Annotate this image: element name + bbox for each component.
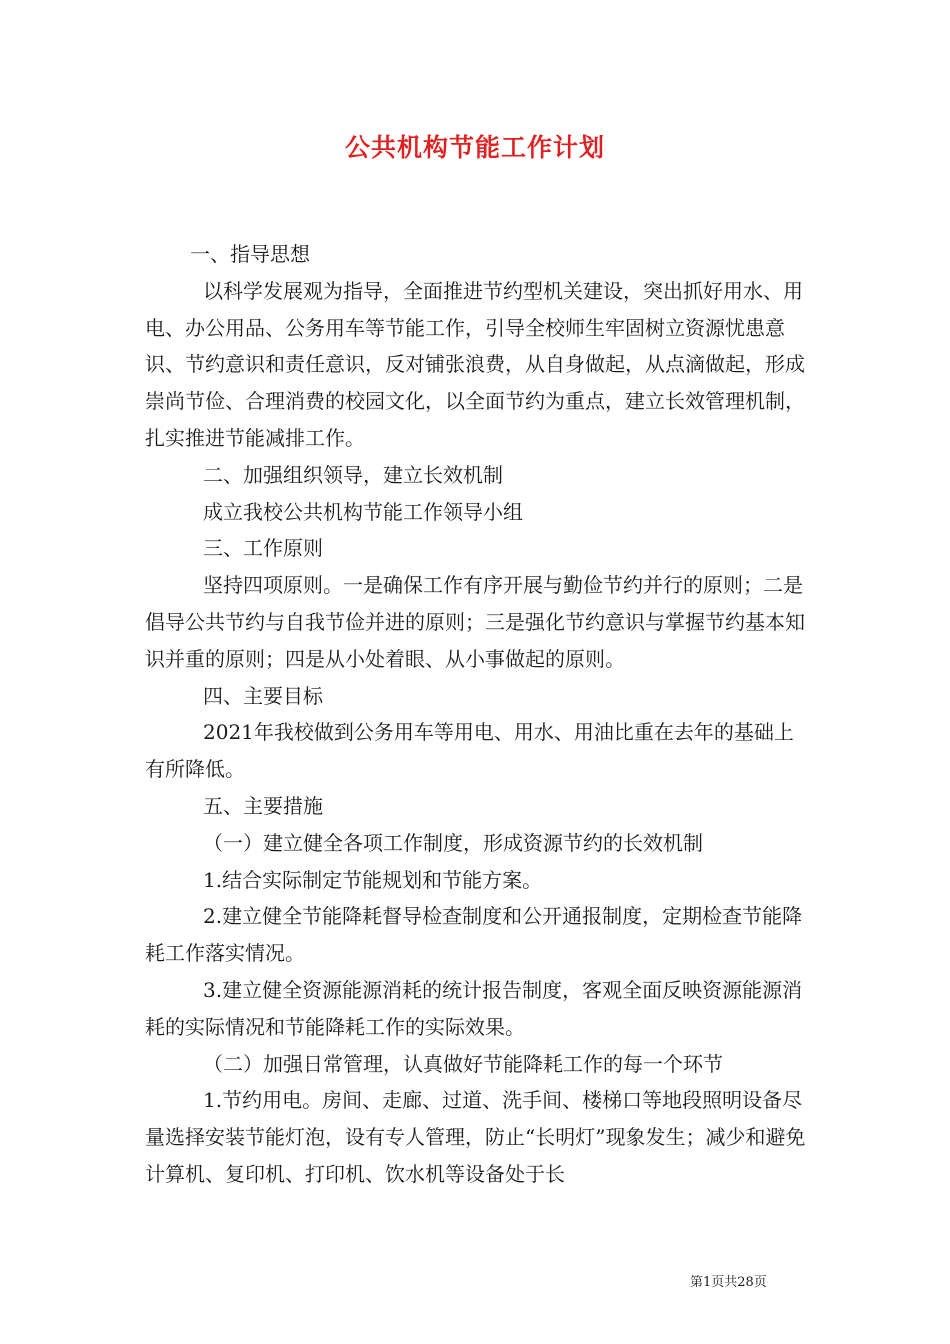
paragraph: 三、工作原则 — [203, 536, 323, 561]
paragraph: 坚持四项原则。一是确保工作有序开展与勤俭节约并行的原则；二是倡导公共节约与自我节俭并进的原则；三是强化节约意识与掌握节约基本知识并重的原则；四是从小处着眼、从小事做起的原则。 — [145, 573, 805, 671]
paragraph: 2.建立健全节能降耗督导检查制度和公开通报制度，定期检查节能降耗工作落实情况。 — [145, 904, 803, 966]
paragraph: 3.建立健全资源能源消耗的统计报告制度，客观全面反映资源能源消耗的实际情况和节能降耗工作的实际效果。 — [145, 977, 803, 1039]
paragraph: 2021年我校做到公务用车等用电、用水、用油比重在去年的基础上有所降低。 — [145, 720, 794, 782]
document-title: 公共机构节能工作计划 — [344, 133, 605, 162]
paragraph: 四、主要目标 — [203, 683, 323, 708]
paragraph: （二）加强日常管理，认真做好节能降耗工作的每一个环节 — [203, 1051, 723, 1076]
paragraph: 五、主要措施 — [203, 793, 323, 818]
paragraph: 二、加强组织领导，建立长效机制 — [203, 462, 503, 487]
document-body — [145, 236, 810, 1193]
paragraph: （一）建立健全各项工作制度，形成资源节约的长效机制 — [203, 830, 703, 855]
paragraph: 1.节约用电。房间、走廊、过道、洗手间、楼梯口等地段照明设备尽量选择安装节能灯泡，设有专人管理，防止“长明灯”现象发生；减少和避免计算机、复印机、打印机、饮水机等设备处于长 — [145, 1088, 806, 1186]
paragraph: 成立我校公共机构节能工作领导小组 — [203, 499, 523, 524]
paragraph: 一、指导思想 — [190, 242, 310, 266]
paragraph: 1.结合实际制定节能规划和节能方案。 — [203, 867, 543, 892]
page-number: 第1页共28页 — [690, 1275, 767, 1290]
paragraph: 以科学发展观为指导，全面推进节约型机关建设，突出抓好用水、用电、办公用品、公务用车等节能工作，引导全校师生牢固树立资源忧患意识、节约意识和责任意识，反对铺张浪费，从自身做起，从点滴做起，形成崇尚节俭、合理消费的校园文化，以全面节约为重点，建立长效管理机制，扎实推进节能减排工作。 — [145, 278, 805, 450]
